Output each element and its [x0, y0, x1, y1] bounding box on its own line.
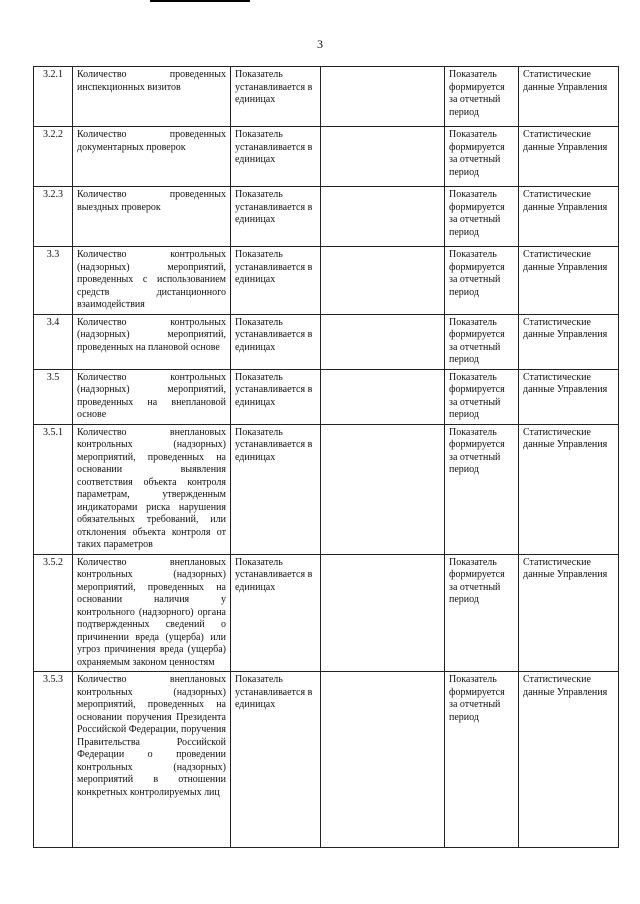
- row-number: 3.5.3: [34, 672, 73, 848]
- indicator-unit: Показатель устанавливается в единицах: [231, 187, 321, 247]
- indicator-period: Показатель формируется за отчетный период: [445, 672, 519, 848]
- row-number: 3.4: [34, 314, 73, 369]
- indicator-name: Количество контрольных (надзорных) мероприятий, проведенных с использованием средств дистанционного взаимодействия: [73, 247, 231, 315]
- indicator-unit: Показатель устанавливается в единицах: [231, 369, 321, 424]
- row-number: 3.5.2: [34, 554, 73, 672]
- indicator-target: [321, 554, 445, 672]
- table-body: [34, 67, 619, 848]
- row-number: 3.2.3: [34, 187, 73, 247]
- indicator-target: [321, 369, 445, 424]
- indicator-period: Показатель формируется за отчетный период: [445, 369, 519, 424]
- indicator-source: Статистические данные Управления: [519, 247, 619, 315]
- indicator-source: Статистические данные Управления: [519, 314, 619, 369]
- indicator-unit: Показатель устанавливается в единицах: [231, 67, 321, 127]
- indicator-unit: Показатель устанавливается в единицах: [231, 424, 321, 554]
- table-row: [34, 127, 619, 187]
- indicator-source: Статистические данные Управления: [519, 424, 619, 554]
- indicator-target: [321, 247, 445, 315]
- indicator-name: Количество внеплановых контрольных (надзорных) мероприятий, проведенных на основании поручения Президента Российской Федерации, поручения Правительства Российской Федерации о проведении контрольных (надзорных) мероприятий в отношении конкретных контролируемых лиц: [73, 672, 231, 848]
- table-row: [34, 369, 619, 424]
- indicator-unit: Показатель устанавливается в единицах: [231, 314, 321, 369]
- row-number: 3.2.2: [34, 127, 73, 187]
- indicator-name: Количество проведенных документарных проверок: [73, 127, 231, 187]
- indicator-name: Количество внеплановых контрольных (надзорных) мероприятий, проведенных на основании наличия у контрольного (надзорного) органа подтвержденных сведений о причинении вреда (ущерба) или угроз причинения вреда (ущерба) охраняемым законом ценностям: [73, 554, 231, 672]
- indicator-name: Количество проведенных выездных проверок: [73, 187, 231, 247]
- indicator-period: Показатель формируется за отчетный период: [445, 127, 519, 187]
- table-row: [34, 187, 619, 247]
- row-number: 3.3: [34, 247, 73, 315]
- indicator-source: Статистические данные Управления: [519, 672, 619, 848]
- indicator-target: [321, 672, 445, 848]
- indicator-source: Статистические данные Управления: [519, 67, 619, 127]
- table-row: [34, 424, 619, 554]
- indicator-period: Показатель формируется за отчетный период: [445, 424, 519, 554]
- row-number: 3.5: [34, 369, 73, 424]
- indicator-period: Показатель формируется за отчетный период: [445, 554, 519, 672]
- indicator-unit: Показатель устанавливается в единицах: [231, 247, 321, 315]
- indicator-target: [321, 67, 445, 127]
- indicator-period: Показатель формируется за отчетный период: [445, 187, 519, 247]
- indicator-source: Статистические данные Управления: [519, 369, 619, 424]
- indicator-name: Количество контрольных (надзорных) мероприятий, проведенных на плановой основе: [73, 314, 231, 369]
- indicator-source: Статистические данные Управления: [519, 554, 619, 672]
- indicator-target: [321, 424, 445, 554]
- scan-artifact: [150, 0, 250, 2]
- page-number: 3: [317, 37, 323, 51]
- indicator-name: Количество проведенных инспекционных визитов: [73, 67, 231, 127]
- indicator-period: Показатель формируется за отчетный период: [445, 314, 519, 369]
- row-number: 3.2.1: [34, 67, 73, 127]
- indicator-name: Количество контрольных (надзорных) мероприятий, проведенных на внеплановой основе: [73, 369, 231, 424]
- indicator-source: Статистические данные Управления: [519, 127, 619, 187]
- indicator-unit: Показатель устанавливается в единицах: [231, 672, 321, 848]
- table-row: [34, 314, 619, 369]
- indicator-unit: Показатель устанавливается в единицах: [231, 127, 321, 187]
- row-number: 3.5.1: [34, 424, 73, 554]
- indicator-name: Количество внеплановых контрольных (надзорных) мероприятий, проведенных на основании выявления соответствия объекта контроля параметрам, утвержденным индикаторами риска нарушения обязательных требований, или отклонения объекта контроля от таких параметров: [73, 424, 231, 554]
- indicator-target: [321, 314, 445, 369]
- table-row: [34, 554, 619, 672]
- indicator-target: [321, 187, 445, 247]
- table-row: [34, 672, 619, 848]
- indicators-table: [33, 66, 619, 848]
- table-row: [34, 247, 619, 315]
- table-row: [34, 67, 619, 127]
- indicator-target: [321, 127, 445, 187]
- indicator-unit: Показатель устанавливается в единицах: [231, 554, 321, 672]
- indicator-source: Статистические данные Управления: [519, 187, 619, 247]
- indicator-period: Показатель формируется за отчетный период: [445, 247, 519, 315]
- indicator-period: Показатель формируется за отчетный период: [445, 67, 519, 127]
